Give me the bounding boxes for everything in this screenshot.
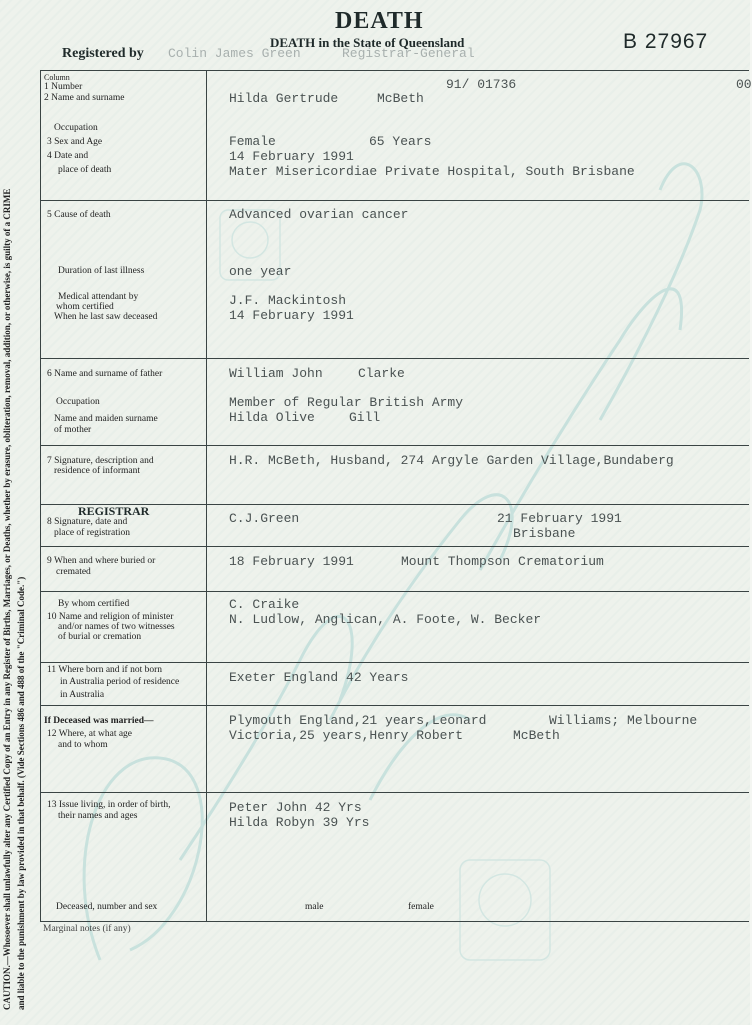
row-divider-1 [41,200,749,201]
registered-by-label: Registered by [62,46,144,61]
label-informant-2: residence of informant [54,466,140,476]
value-father-surname: Clarke [358,366,405,381]
value-mother-surname: Gill [349,410,381,425]
label-buried-2: cremated [56,567,91,577]
label-informant-1: 7 Signature, description and [47,456,154,466]
label-father-occupation: Occupation [56,397,100,407]
value-registration-place: Brisbane [513,526,576,541]
label-married-head [44,716,154,727]
label-occupation: Occupation [54,123,98,133]
registered-by-role: Registrar-General [342,46,475,61]
label-medical-1: Medical attendant by [58,292,139,302]
label-cause: 5 Cause of death [47,210,111,220]
row-divider-2 [41,358,749,359]
label-father: 6 Name and surname of father [47,369,163,379]
label-issue-2: their names and ages [58,811,138,821]
value-certified-by: C. Craike [229,597,300,612]
row-divider-3 [41,445,749,446]
label-name: 2 Name and surname [44,93,125,103]
label-born-1: 11 Where born and if not born [47,665,163,675]
label-married-2: and to whom [58,740,108,750]
label-mother-1: Name and maiden surname [54,414,158,424]
value-marriage-1b: Williams; Melbourne [549,713,698,728]
value-age: 65 Years [369,134,432,149]
label-registrar: REGISTRAR [78,504,150,518]
caution-notice-line-1: CAUTION.—Whosoever shall unlawfully alter any Certified Copy of an Entry in any Register of Births, Marriages, or Deaths, whether by erasure, obliteration, removal, addition, or otherwise, is guilty of a CRIME [2,188,12,1010]
form-bottom-rule [41,921,749,922]
label-registration-2: place of registration [54,528,130,538]
value-marriage-2a: Victoria,25 years,Henry Robert [229,728,464,743]
value-burial-place: Mount Thompson Crematorium [401,554,604,569]
row-divider-7 [41,662,749,663]
label-minister-2: and/or names of two witnesses [58,622,175,632]
label-certified-by: By whom certified [58,599,130,609]
label-married-1: 12 Where, at what age [47,729,133,739]
label-born-2: in Australia period of residence [60,677,180,687]
value-issue-2: Hilda Robyn 39 Yrs [229,815,370,830]
label-minister-3: of burial or cremation [58,632,142,642]
value-birthplace: Exeter England 42 Years [229,670,409,685]
label-date-place-2: place of death [58,165,112,175]
label-column: Column [44,73,70,82]
value-informant: H.R. McBeth, Husband, 274 Argyle Garden Village,Bundaberg [229,453,674,468]
value-given-name: Hilda Gertrude [229,91,339,106]
value-burial-date: 18 February 1991 [229,554,354,569]
row-divider-8 [41,705,749,706]
value-last-seen: 14 February 1991 [229,308,354,323]
page-title: DEATH [335,8,424,34]
label-date-place-1: 4 Date and [47,151,89,161]
value-number-cut: 00 [736,77,752,92]
value-father-occupation: Member of Regular British Army [229,395,464,410]
label-buried-1: 9 When and where buried or [47,556,156,566]
value-cause: Advanced ovarian cancer [229,207,409,222]
label-number: 1 Number [44,82,83,92]
row-divider-6 [41,591,749,592]
label-male: male [305,902,324,912]
value-registration-date: 21 February 1991 [497,511,622,526]
value-father-given: William John [229,366,323,381]
form-top-rule [41,70,749,71]
registered-by-name: Colin James Green [168,46,301,61]
label-medical-3: When he last saw deceased [54,312,158,322]
value-registrar-signature: C.J.Green [229,511,300,526]
value-issue-1: Peter John 42 Yrs [229,800,362,815]
value-number: 91/ 01736 [446,77,517,92]
label-deceased-number: Deceased, number and sex [56,902,158,912]
label-marginal-notes: Marginal notes (if any) [43,924,131,934]
label-issue-1: 13 Issue living, in order of birth, [47,800,171,810]
value-surname: McBeth [377,91,424,106]
value-marriage-2b: McBeth [513,728,560,743]
death-register-form [40,70,749,922]
registration-number: B 27967 [623,30,709,53]
label-sex-age: 3 Sex and Age [47,137,103,147]
value-mother-given: Hilda Olive [229,410,315,425]
row-divider-5 [41,546,749,547]
label-female: female [408,902,434,912]
value-minister: N. Ludlow, Anglican, A. Foote, W. Becker [229,612,542,627]
value-place-of-death: Mater Misericordiae Private Hospital, South Brisbane [229,164,635,179]
value-sex: Female [229,134,276,149]
label-married-head-text: If Deceased was married— [44,716,154,726]
page-subtitle: DEATH in the State of Queensland [270,35,465,50]
label-registration-1: 8 Signature, date and [47,517,128,527]
value-medical-attendant: J.F. Mackintosh [229,293,347,308]
label-minister-1: 10 Name and religion of minister [47,612,174,622]
row-divider-9 [41,792,749,793]
label-medical-2: whom certified [56,302,114,312]
caution-notice-line-2: and liable to the punishment by law provided in that behalf. (Vide Sections 486 and 488 of the "Criminal Code.") [16,576,26,1010]
value-date-of-death: 14 February 1991 [229,149,354,164]
value-marriage-1a: Plymouth England,21 years,Leonard [229,713,487,728]
label-born-3: in Australia [60,690,105,700]
label-mother-2: of mother [54,425,92,435]
value-duration: one year [229,264,292,279]
label-duration: Duration of last illness [58,266,145,276]
column-divider [206,70,207,922]
